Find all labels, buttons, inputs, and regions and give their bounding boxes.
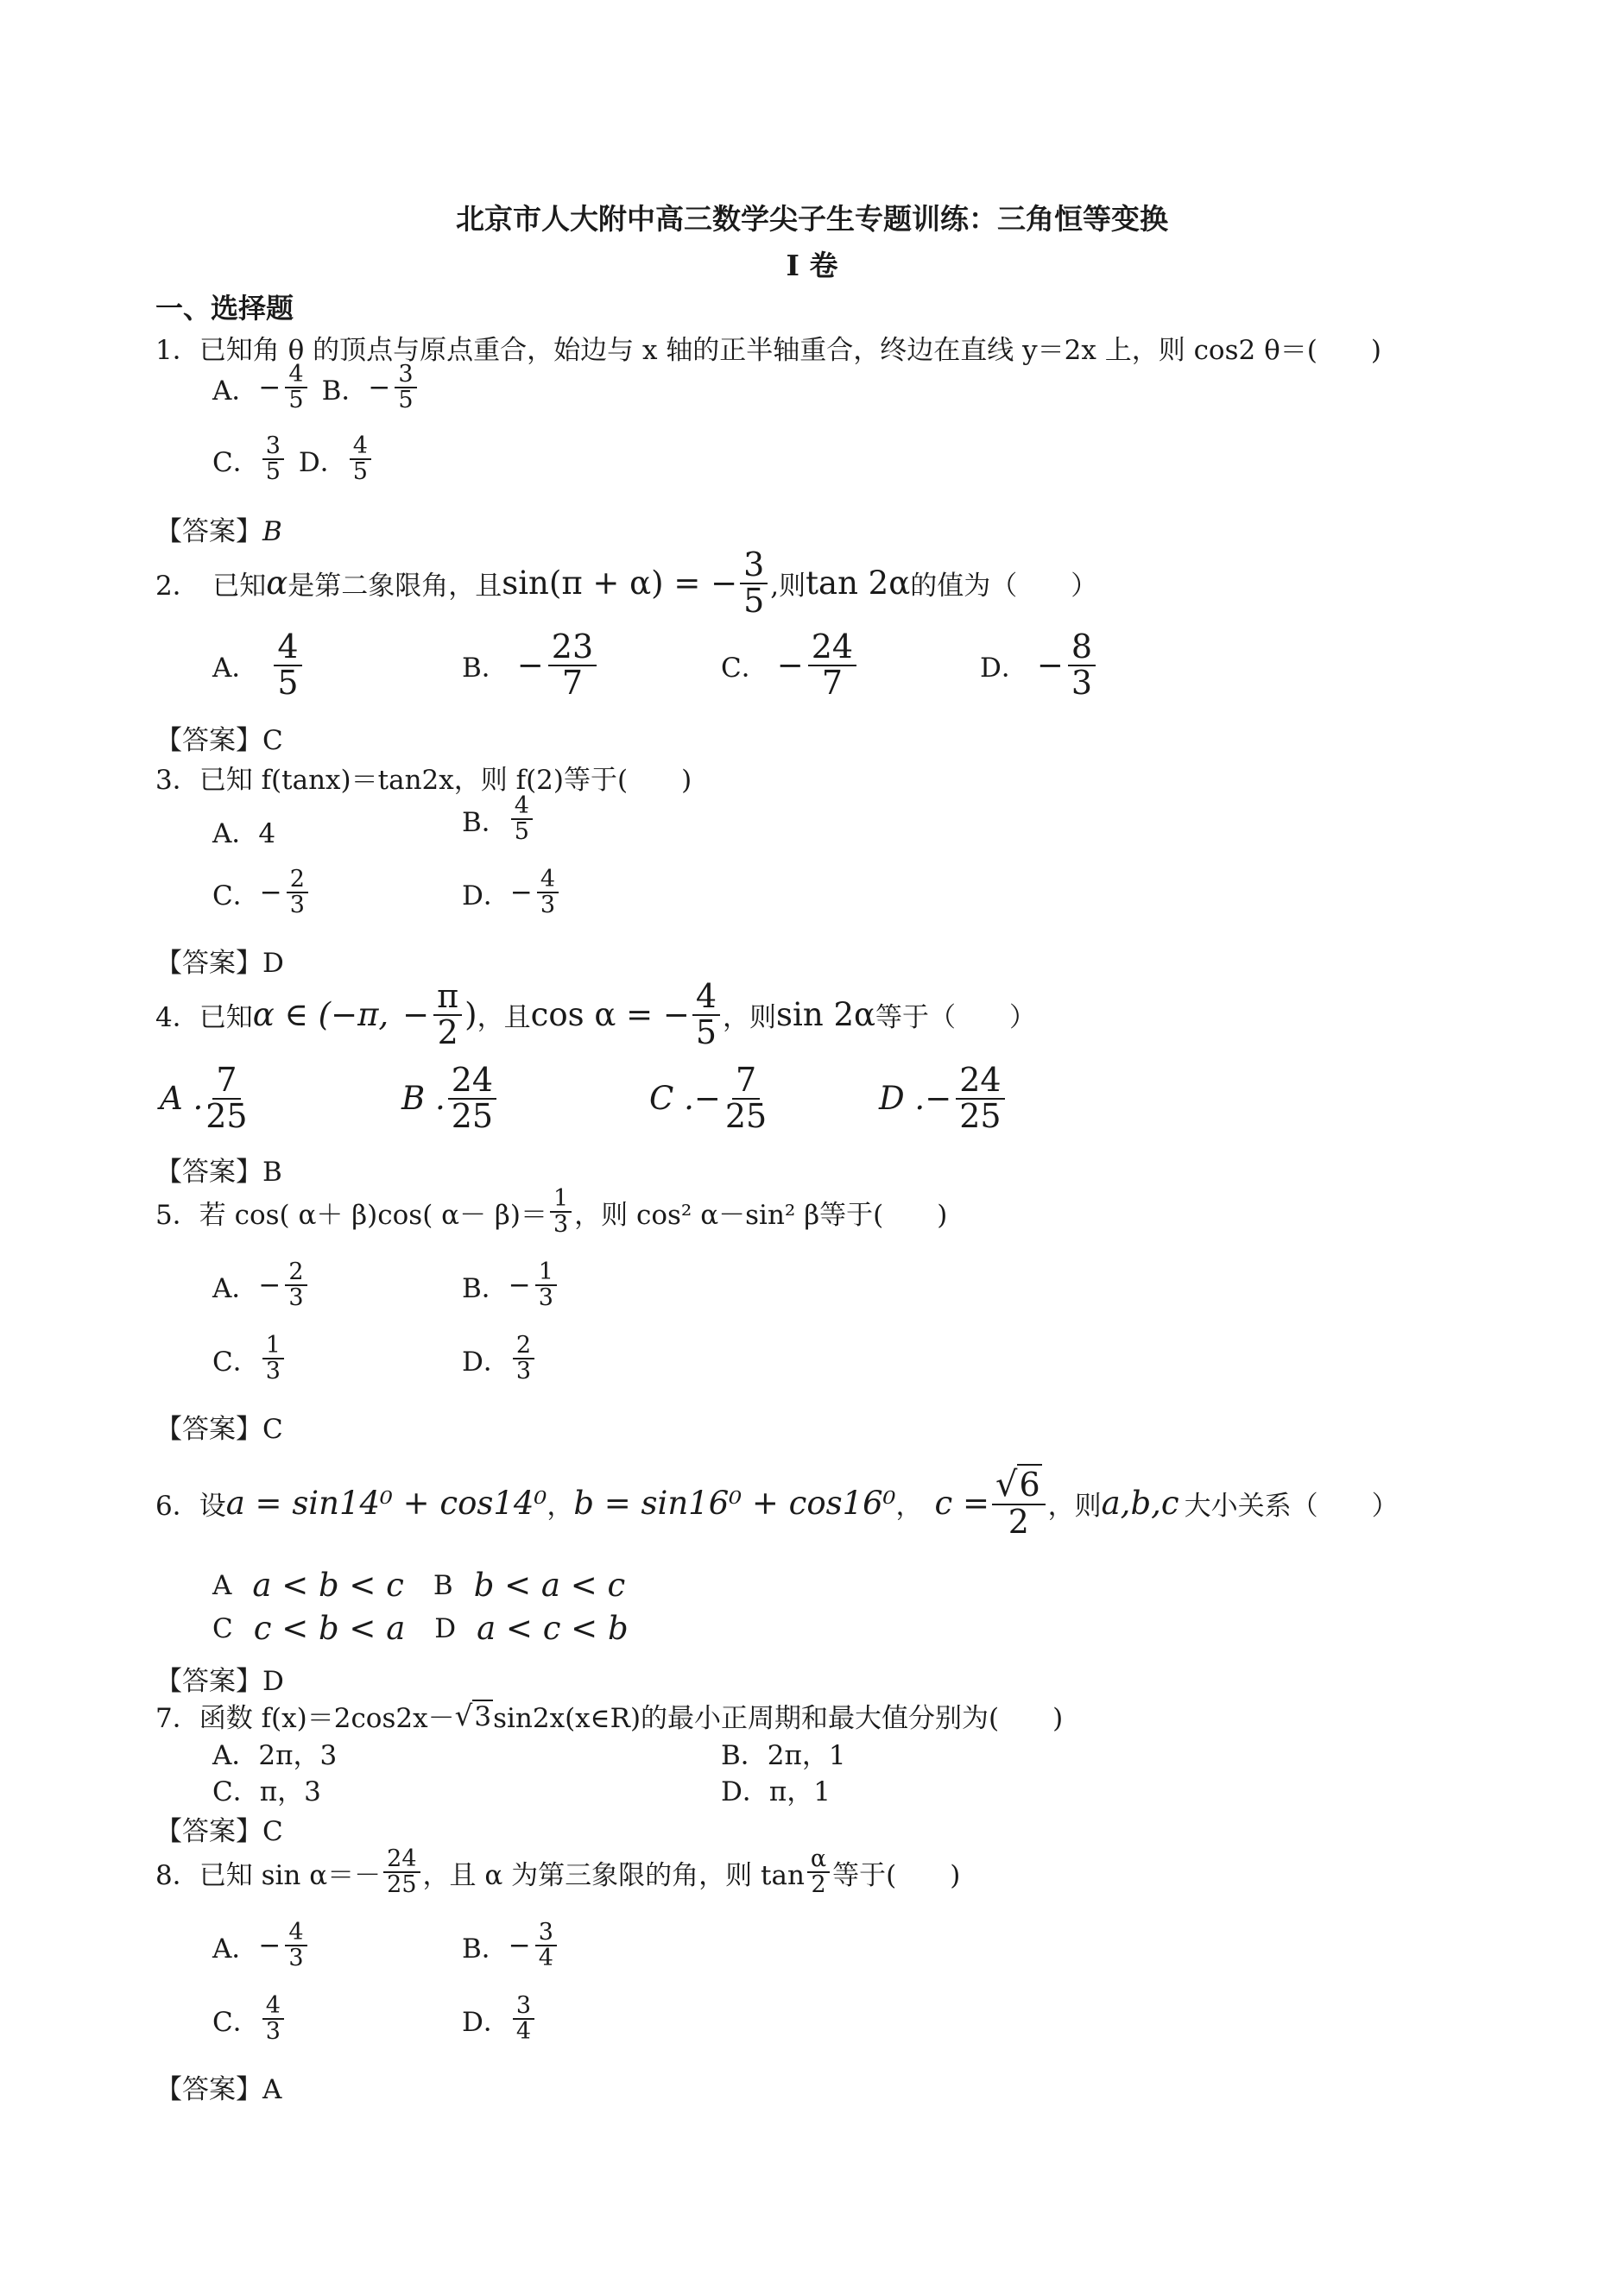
stem-text: ，则 — [1047, 1491, 1102, 1523]
option-label: A． — [212, 1272, 259, 1304]
question-4-answer — [155, 1150, 282, 1189]
answer-value: C — [262, 1414, 283, 1445]
minus-sign: − — [508, 1270, 531, 1302]
math-alpha: α — [266, 565, 288, 602]
stem-text: ， — [895, 1491, 923, 1523]
question-7-answer — [155, 1809, 283, 1848]
numerator: 4 — [511, 794, 533, 820]
radical-sign: √ — [995, 1465, 1018, 1504]
numerator: 1 — [550, 1187, 572, 1213]
numerator: 4 — [537, 867, 559, 893]
q7-option-d: D．π，1 — [721, 1776, 831, 1807]
denominator: 3 — [288, 1284, 304, 1312]
question-6-stem — [155, 1467, 1399, 1540]
numerator: 24 — [448, 1063, 496, 1100]
radicand: 6 — [1019, 1466, 1040, 1504]
answer-label: 【答案】 — [155, 2074, 262, 2105]
answer-label: 【答案】 — [155, 1666, 262, 1697]
q8-stem-fraction-2 — [807, 1847, 830, 1898]
option-label: D． — [462, 1346, 510, 1378]
numerator: 23 — [548, 630, 597, 666]
option-label: B． — [462, 653, 509, 684]
question-7-stem — [155, 1696, 1063, 1735]
q2-option-c — [721, 630, 859, 701]
denominator: 3 — [553, 1211, 569, 1239]
numerator: 3 — [395, 363, 416, 388]
denominator: 2 — [437, 1012, 458, 1051]
option-fraction — [1068, 630, 1096, 701]
stem-text: 7．函数 f(x)＝2cos2x－ — [155, 1703, 455, 1734]
answer-value: A — [262, 2074, 282, 2105]
denominator: 3 — [1071, 663, 1093, 702]
stem-text: ， — [547, 1491, 574, 1523]
option-fraction — [285, 1260, 306, 1311]
q1-option-c-label: C． — [212, 446, 260, 478]
question-4-stem — [155, 977, 1036, 1051]
option-label: C . — [649, 1080, 694, 1118]
numerator: 24 — [383, 1847, 420, 1873]
denominator: 7 — [561, 663, 584, 702]
option-label: A． — [212, 1933, 259, 1965]
answer-value: C — [262, 1816, 283, 1847]
q5-stem-fraction — [550, 1187, 572, 1238]
option-label: B — [433, 1569, 453, 1601]
q3-option-b — [462, 794, 535, 845]
numerator: 4 — [285, 1921, 306, 1946]
q4-option-a — [160, 1063, 250, 1134]
question-5-answer — [155, 1407, 283, 1446]
q4-stem-fraction — [433, 977, 462, 1051]
answer-value: C — [262, 725, 283, 756]
option-fraction — [537, 867, 559, 918]
option-fraction — [513, 1994, 534, 2045]
q4-option-c — [649, 1063, 769, 1134]
option-expression: a < b < c — [252, 1567, 404, 1604]
section-heading: 一、选择题 — [155, 292, 294, 325]
stem-text: 5．若 cos( α＋ β)cos( α－ β)＝ — [155, 1199, 547, 1231]
denominator: 5 — [695, 1012, 717, 1051]
q8-option-b — [462, 1921, 559, 1971]
stem-text: ，且 — [477, 1002, 531, 1034]
q1-option-a-fraction — [285, 363, 306, 413]
minus-sign: − — [1036, 647, 1064, 684]
option-fraction — [725, 1063, 767, 1134]
denominator: 4 — [538, 1945, 553, 1972]
denominator: 5 — [288, 387, 304, 414]
option-label: A . — [160, 1080, 204, 1118]
radical-sign: √ — [454, 1699, 473, 1732]
numerator: 3 — [513, 1994, 534, 2020]
answer-label: 【答案】 — [155, 516, 262, 547]
denominator: 25 — [205, 1096, 248, 1135]
stem-text: 2． 已知 — [155, 571, 267, 602]
q8-stem-fraction — [383, 1847, 420, 1898]
option-label: A． — [212, 653, 259, 684]
denominator: 5 — [398, 387, 414, 414]
denominator: 25 — [387, 1871, 417, 1899]
q8-option-a — [212, 1921, 310, 1971]
q6-options-row2 — [212, 1610, 629, 1647]
denominator: 3 — [288, 1945, 304, 1972]
numerator: 2 — [285, 1260, 306, 1286]
q1-option-b-label: B． — [321, 375, 369, 407]
denominator: 3 — [540, 892, 556, 919]
denominator: 3 — [515, 1358, 532, 1385]
numerator: 24 — [956, 1063, 1004, 1100]
q2-option-a — [212, 630, 305, 701]
stem-text: ，则 — [723, 1002, 777, 1034]
numerator: 2 — [287, 867, 308, 893]
q2-option-d — [980, 630, 1098, 701]
option-label: D． — [980, 653, 1028, 684]
math-expression: sin(π + α) = − — [502, 565, 738, 602]
question-8-stem — [155, 1847, 960, 1898]
stem-text: 的值为（ ） — [910, 571, 1098, 602]
minus-sign: − — [258, 1270, 281, 1302]
minus-sign: − — [776, 647, 804, 684]
option-fraction — [205, 1063, 247, 1134]
option-expression: b < a < c — [473, 1567, 626, 1604]
numerator: 4 — [692, 980, 720, 1016]
minus-sign: − — [368, 372, 391, 404]
math-expression: sin 2α — [776, 996, 875, 1034]
option-expression: a < c < b — [477, 1610, 629, 1647]
option-label: C — [212, 1612, 233, 1644]
numerator: 4 — [285, 363, 306, 388]
option-fraction — [262, 1994, 284, 2045]
option-label: B． — [462, 806, 509, 838]
stem-text: 8．已知 sin α＝－ — [155, 1859, 382, 1891]
option-text: A．4 — [212, 818, 276, 849]
q6-options-row1 — [212, 1567, 625, 1604]
document-title: 北京市人大附中高三数学尖子生专题训练：三角恒等变换 — [456, 202, 1168, 236]
math-expression: a,b,c — [1101, 1485, 1179, 1523]
document-subtitle: I 卷 — [786, 249, 838, 282]
minus-sign: − — [693, 1080, 721, 1118]
q7-option-c: C．π，3 — [212, 1776, 321, 1807]
stem-text: 等于（ ） — [875, 1002, 1036, 1034]
option-label: D． — [462, 2006, 510, 2038]
option-label: D . — [879, 1080, 926, 1118]
stem-text: 等于( ) — [832, 1859, 961, 1891]
option-label: C． — [212, 2006, 260, 2038]
question-8-answer — [155, 2067, 281, 2106]
minus-sign: − — [516, 647, 544, 684]
numerator: 24 — [808, 630, 856, 666]
denominator: 5 — [514, 818, 529, 846]
q3-option-a — [212, 811, 275, 850]
numerator: 4 — [350, 434, 371, 460]
option-label: C． — [721, 653, 768, 684]
stem-text: ,则 — [770, 571, 806, 602]
q2-option-b — [462, 630, 599, 701]
option-fraction — [285, 1921, 306, 1971]
question-1-options-row1 — [212, 363, 420, 413]
numerator: 1 — [535, 1260, 557, 1286]
q4-option-b — [401, 1063, 499, 1134]
numerator: 4 — [262, 1994, 284, 2020]
minus-sign: − — [402, 996, 430, 1034]
question-2-answer — [155, 718, 283, 757]
option-fraction — [808, 630, 856, 701]
question-5-stem — [155, 1187, 947, 1238]
q1-option-d-label: D． — [298, 446, 347, 478]
q1-option-c-fraction — [262, 434, 284, 485]
denominator: 2 — [811, 1871, 826, 1899]
q2-stem-fraction — [740, 548, 768, 619]
option-label: D． — [462, 880, 510, 911]
option-fraction — [448, 1063, 496, 1134]
numerator: 3 — [262, 434, 284, 460]
option-fraction — [511, 794, 533, 845]
denominator: 25 — [959, 1096, 1002, 1135]
numerator: 1 — [262, 1334, 284, 1359]
denominator: 5 — [265, 458, 281, 486]
q8-option-d — [462, 1994, 537, 2045]
minus-sign: − — [258, 372, 281, 404]
denominator: 7 — [821, 663, 844, 702]
stem-text: 4．已知 — [155, 1002, 253, 1034]
denominator: 5 — [743, 581, 765, 620]
minus-sign: − — [509, 877, 533, 909]
denominator: 3 — [538, 1284, 553, 1312]
q1-option-d-fraction — [350, 434, 371, 485]
option-fraction — [287, 867, 308, 918]
option-fraction — [535, 1260, 557, 1311]
minus-sign: − — [258, 1930, 281, 1962]
denominator: 5 — [352, 458, 368, 486]
denominator: 3 — [289, 892, 305, 919]
q4-stem-fraction-2 — [692, 977, 720, 1051]
numerator: α — [807, 1847, 830, 1873]
numerator: 4 — [274, 630, 301, 666]
option-label: B． — [462, 1272, 509, 1304]
option-expression: c < b < a — [253, 1610, 406, 1647]
q5-option-a — [212, 1260, 310, 1311]
question-1-options-row2 — [212, 434, 374, 485]
minus-sign: − — [508, 1930, 531, 1962]
question-6-answer — [155, 1659, 284, 1698]
q7-option-b: B．2π，1 — [721, 1740, 846, 1771]
answer-value: D — [262, 1666, 284, 1697]
math-expression: a = sin14⁰ + cos14⁰ — [225, 1485, 547, 1523]
answer-label: 【答案】 — [155, 725, 262, 756]
option-label: C． — [212, 1346, 260, 1378]
numerator: 2 — [513, 1334, 534, 1359]
answer-value: B — [262, 1157, 282, 1188]
q5-option-d — [462, 1334, 537, 1385]
denominator: 2 — [1008, 1502, 1029, 1541]
answer-value: D — [262, 948, 284, 979]
answer-label: 【答案】 — [155, 1414, 262, 1445]
math-expression: α ∈ (−π, — [252, 996, 389, 1034]
question-1-answer — [155, 509, 282, 548]
stem-text: 是第二象限角，且 — [288, 571, 502, 602]
answer-value: B — [262, 516, 282, 547]
radicand: 3 — [474, 1700, 492, 1732]
q5-option-c — [212, 1334, 287, 1385]
stem-text: 6．设 — [155, 1491, 226, 1523]
q3-option-c — [212, 867, 311, 918]
minus-sign: − — [259, 877, 282, 909]
question-3-stem: 3．已知 f(tanx)＝tan2x，则 f(2)等于( ) — [155, 765, 692, 796]
denominator: 5 — [277, 663, 299, 702]
numerator — [992, 1467, 1046, 1505]
denominator: 25 — [451, 1096, 494, 1135]
numerator: 3 — [535, 1921, 557, 1946]
q5-option-b — [462, 1260, 559, 1311]
q1-option-a-label: A． — [212, 375, 259, 407]
numerator: 7 — [212, 1063, 240, 1100]
option-label: B . — [401, 1080, 445, 1118]
minus-sign: − — [925, 1080, 952, 1118]
answer-label: 【答案】 — [155, 1157, 262, 1188]
q6-stem-fraction — [992, 1467, 1046, 1540]
numerator: 7 — [732, 1063, 760, 1100]
question-3-answer — [155, 941, 284, 980]
answer-label: 【答案】 — [155, 948, 262, 979]
q7-option-a: A．2π，3 — [212, 1740, 338, 1771]
stem-text: ，且 α 为第三象限的角，则 tan — [422, 1859, 805, 1891]
numerator: 8 — [1068, 630, 1096, 666]
option-fraction — [956, 1063, 1004, 1134]
math-expression: tan 2α — [806, 565, 911, 602]
option-fraction — [513, 1334, 534, 1385]
math-expression: ) — [464, 996, 477, 1034]
option-fraction — [535, 1921, 557, 1971]
option-fraction — [262, 1334, 284, 1385]
option-label: C． — [212, 880, 260, 911]
stem-text: ，则 cos² α－sin² β等于( ) — [574, 1199, 948, 1231]
q4-option-d — [879, 1063, 1008, 1134]
denominator: 4 — [515, 2018, 532, 2046]
question-2-stem — [155, 548, 1097, 619]
stem-text: sin2x(x∈R)的最小正周期和最大值分别为( ) — [493, 1703, 1064, 1734]
numerator: π — [433, 980, 462, 1016]
question-1-stem: 1．已知角 θ 的顶点与原点重合，始边与 x 轴的正半轴重合，终边在直线 y＝2x 上，则 cos2 θ＝( ) — [155, 335, 1381, 366]
math-expression: cos α = − — [530, 996, 690, 1034]
stem-text: 大小关系（ ） — [1184, 1491, 1399, 1523]
math-expression: b = sin16⁰ + cos16⁰ — [573, 1485, 896, 1523]
option-fraction — [548, 630, 597, 701]
denominator: 25 — [724, 1096, 768, 1135]
option-label: B． — [462, 1933, 509, 1965]
math-expression: c = — [934, 1485, 990, 1523]
option-label: A — [212, 1569, 232, 1601]
answer-label: 【答案】 — [155, 1816, 262, 1847]
numerator: 3 — [740, 548, 768, 584]
q8-option-c — [212, 1994, 287, 2045]
option-label: D — [434, 1612, 457, 1644]
denominator: 3 — [265, 2018, 281, 2046]
option-fraction — [274, 630, 301, 701]
q3-option-d — [462, 867, 561, 918]
q1-option-b-fraction — [395, 363, 416, 413]
denominator: 3 — [265, 1358, 281, 1385]
